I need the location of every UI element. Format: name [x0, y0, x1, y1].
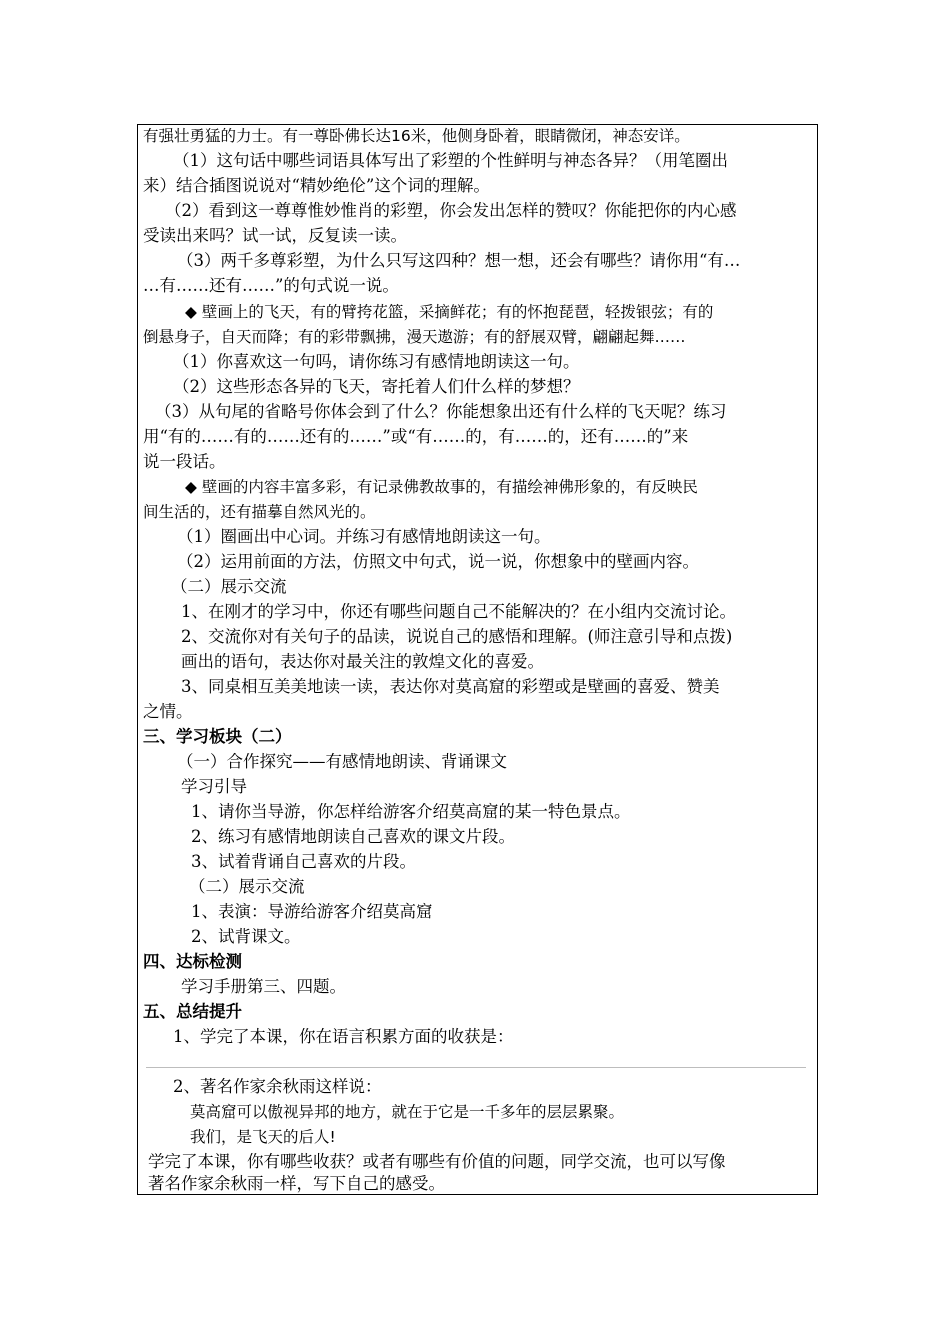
text-line: 说一段话。 — [143, 452, 226, 471]
text-line: （3）从句尾的省略号你体会到了什么？你能想象出还有什么样的飞天呢？练习 — [155, 402, 727, 421]
text-line: 来）结合插图说说对“精妙绝伦”这个词的理解。 — [143, 176, 490, 195]
text-line: 2、著名作家余秋雨这样说： — [173, 1077, 382, 1096]
text-line: …有……还有……”的句式说一说。 — [143, 276, 399, 295]
text-line: 学完了本课，你有哪些收获？或者有哪些有价值的问题，同学交流，也可以写像 — [148, 1152, 726, 1171]
text-line: 倒悬身子，自天而降；有的彩带飘拂，漫天遨游；有的舒展双臂，翩翩起舞…… — [143, 328, 686, 346]
text-line: 1、在刚才的学习中，你还有哪些问题自己不能解决的？在小组内交流讨论。 — [181, 602, 736, 621]
text-line: 1、请你当导游，你怎样给游客介绍莫高窟的某一特色景点。 — [191, 802, 631, 821]
text-line: 3、试着背诵自己喜欢的片段。 — [191, 852, 416, 871]
text-line: 2、试背课文。 — [191, 927, 301, 946]
text-line: 3、同桌相互美美地读一读，表达你对莫高窟的彩塑或是壁画的喜爱、赞美 — [181, 677, 720, 696]
text-line: （1）圈画出中心词。并练习有感情地朗读这一句。 — [177, 527, 551, 546]
text-line: 著名作家余秋雨一样，写下自己的感受。 — [148, 1174, 445, 1193]
text-line: ◆ 壁画上的飞天，有的臂挎花篮，采摘鲜花；有的怀抱琵琶，轻拨银弦；有的 — [185, 303, 714, 321]
text-line: （2）运用前面的方法，仿照文中句式，说一说，你想象中的壁画内容。 — [177, 552, 699, 571]
text-line: （二）展示交流 — [171, 577, 287, 596]
text-line: 学习手册第三、四题。 — [181, 977, 346, 996]
text-line: （2）看到这一尊尊惟妙惟肖的彩塑，你会发出怎样的赞叹？你能把你的内心感 — [165, 201, 737, 220]
quote-line: 莫高窟可以傲视异邦的地方，就在于它是一千多年的层层累聚。 — [190, 1103, 625, 1121]
section-heading: 三、学习板块（二） — [143, 727, 292, 746]
text-line: 1、学完了本课，你在语言积累方面的收获是： — [173, 1027, 514, 1046]
text-line: （1）这句话中哪些词语具体写出了彩塑的个性鲜明与神态各异？（用笔圈出 — [173, 151, 728, 170]
text-line: 2、交流你对有关句子的品读，说说自己的感悟和理解。(师注意引导和点拨) — [181, 627, 733, 646]
text-line: （3）两千多尊彩塑，为什么只写这四种？想一想，还会有哪些？请你用“有… — [177, 251, 741, 270]
text-line: 2、练习有感情地朗读自己喜欢的课文片段。 — [191, 827, 515, 846]
quote-line: 我们，是飞天的后人! — [190, 1128, 336, 1146]
text-line: （2）这些形态各异的飞天，寄托着人们什么样的梦想？ — [173, 377, 580, 396]
text-line: 间生活的，还有描摹自然风光的。 — [143, 503, 376, 521]
text-line: ◆ 壁画的内容丰富多彩，有记录佛教故事的，有描绘神佛形象的，有反映民 — [185, 478, 698, 496]
text-line: 画出的语句，表达你对最关注的敦煌文化的喜爱。 — [181, 652, 544, 671]
text-line: 有强壮勇猛的力士。有一尊卧佛长达16米，他侧身卧着，眼睛微闭，神态安详。 — [143, 127, 690, 145]
text-line: 1、表演：导游给游客介绍莫高窟 — [191, 902, 433, 921]
text-line: 之情。 — [143, 702, 193, 721]
text-line: （一）合作探究——有感情地朗读、背诵课文 — [177, 752, 507, 771]
section-heading: 五、总结提升 — [143, 1002, 242, 1021]
answer-line — [146, 1067, 806, 1068]
text-line: （二）展示交流 — [189, 877, 305, 896]
text-line: 学习引导 — [181, 777, 247, 796]
section-heading: 四、达标检测 — [143, 952, 242, 971]
text-line: 用“有的……有的……还有的……”或“有……的，有……的，还有……的”来 — [143, 427, 689, 446]
text-line: 受读出来吗？试一试，反复读一读。 — [143, 226, 407, 245]
text-line: （1）你喜欢这一句吗，请你练习有感情地朗读这一句。 — [173, 352, 580, 371]
